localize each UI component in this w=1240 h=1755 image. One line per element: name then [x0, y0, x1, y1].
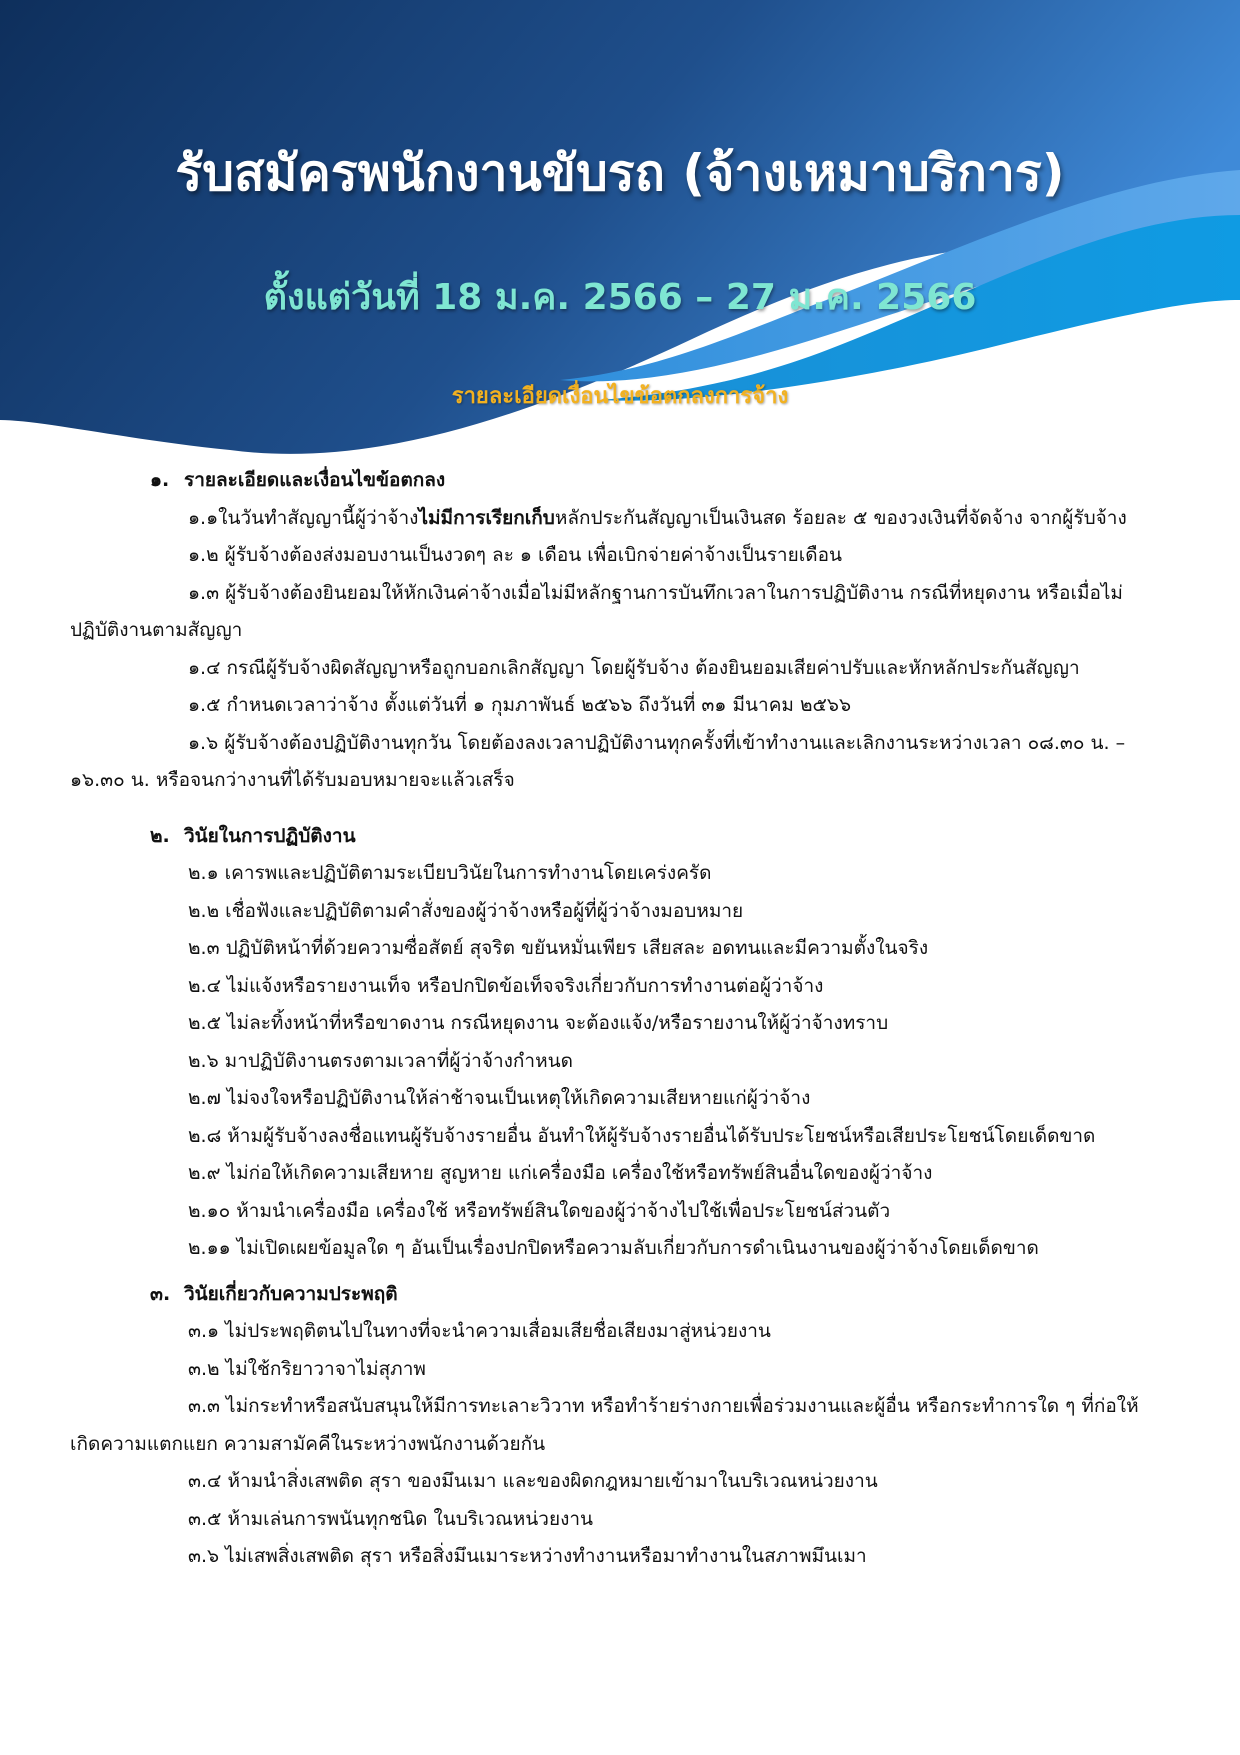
date-range: ตั้งแต่วันที่ 18 ม.ค. 2566 – 27 ม.ค. 2566 — [263, 277, 977, 318]
list-item: ๑.๔ กรณีผู้รับจ้างผิดสัญญาหรือถูกบอกเลิกสัญญา โดยผู้รับจ้าง ต้องยินยอมเสียค่าปรับและหักหลักประกันสัญญา — [188, 656, 1080, 679]
section-title: วินัยเกี่ยวกับความประพฤติ — [184, 1282, 398, 1305]
list-item — [70, 500, 1162, 538]
section-heading — [70, 818, 1162, 856]
section-heading — [70, 1276, 1162, 1314]
list-item: ๒.๓ ปฏิบัติหน้าที่ด้วยความซื่อสัตย์ สุจริต ขยันหมั่นเพียร เสียสละ อดทนและมีความตั้งในจริง — [188, 937, 929, 959]
list-item: ๒.๖ มาปฏิบัติงานตรงตามเวลาที่ผู้ว่าจ้างกำหนด — [188, 1049, 573, 1072]
item-emphasis: ไม่มีการเรียกเก็บ — [418, 506, 555, 529]
list-item: ๑.๖ ผู้รับจ้างต้องปฏิบัติงานทุกวัน โดยต้องลงเวลาปฏิบัติงานทุกครั้งที่เข้าทำงานและเลิกงานระหว่างเวลา ๐๘.๓๐ น. – ๑๖.๓๐ น. หรือจนกว่างานที่ได้รับมอบหมายจะแล้วเสร็จ — [70, 731, 1126, 791]
list-item: ๓.๔ ห้ามนำสิ่งเสพติด สุรา ของมึนเมา และของผิดกฎหมายเข้ามาในบริเวณหน่วยงาน — [188, 1470, 878, 1492]
list-item: ๑.๒ ผู้รับจ้างต้องส่งมอบงานเป็นงวดๆ ละ ๑ เดือน เพื่อเบิกจ่ายค่าจ้างเป็นรายเดือน — [188, 544, 842, 566]
section-title: รายละเอียดและเงื่อนไขข้อตกลง — [184, 469, 446, 491]
section-number: ๒. — [150, 824, 170, 847]
list-item: ๒.๑ เคารพและปฏิบัติตามระเบียบวินัยในการทำงานโดยเคร่งครัด — [188, 862, 712, 884]
section-number: ๓. — [150, 1282, 171, 1305]
list-item: ๒.๕ ไม่ละทิ้งหน้าที่หรือขาดงาน กรณีหยุดงาน จะต้องแจ้ง/หรือรายงานให้ผู้ว่าจ้างทราบ — [188, 1012, 889, 1034]
list-item: ๒.๘ ห้ามผู้รับจ้างลงชื่อแทนผู้รับจ้างรายอื่น อันทำให้ผู้รับจ้างรายอื่นได้รับประโยชน์หรือเสียประโยชน์โดยเด็ดขาด — [188, 1124, 1096, 1147]
list-item: ๒.๗ ไม่จงใจหรือปฏิบัติงานให้ล่าช้าจนเป็นเหตุให้เกิดความเสียหายแก่ผู้ว่าจ้าง — [188, 1087, 811, 1109]
list-item: ๓.๕ ห้ามเล่นการพนันทุกชนิด ในบริเวณหน่วยงาน — [188, 1507, 594, 1530]
list-item: ๓.๑ ไม่ประพฤติตนไปในทางที่จะนำความเสื่อมเสียชื่อเสียงมาสู่หน่วยงาน — [188, 1320, 771, 1342]
list-item: ๓.๓ ไม่กระทำหรือสนับสนุนให้มีการทะเลาะวิวาท หรือทำร้ายร่างกายเพื่อร่วมงานและผู้อื่น หรือกระทำการใด ๆ ที่ก่อให้เกิดความแตกแยก ความสามัคคีในระหว่างพนักงานด้วยกัน — [70, 1395, 1139, 1455]
section-title: วินัยในการปฏิบัติงาน — [184, 824, 356, 847]
section-number: ๑. — [150, 469, 170, 491]
list-item: ๒.๑๑ ไม่เปิดเผยข้อมูลใด ๆ อันเป็นเรื่องปกปิดหรือความลับเกี่ยวกับการดำเนินงานของผู้ว่าจ้างโดยเด็ดขาด — [188, 1237, 1039, 1259]
document-body — [70, 462, 1162, 1576]
list-item: ๒.๔ ไม่แจ้งหรือรายงานเท็จ หรือปกปิดข้อเท็จจริงเกี่ยวกับการทำงานต่อผู้ว่าจ้าง — [188, 974, 824, 997]
list-item: ๒.๒ เชื่อฟังและปฏิบัติตามคำสั่งของผู้ว่าจ้างหรือผู้ที่ผู้ว่าจ้างมอบหมาย — [188, 899, 744, 922]
list-item: ๓.๒ ไม่ใช้กริยาวาจาไม่สุภาพ — [188, 1357, 426, 1380]
item-text: หลักประกันสัญญาเป็นเงินสด ร้อยละ ๕ ของวงเงินที่จัดจ้าง จากผู้รับจ้าง — [554, 506, 1127, 529]
subheading: รายละเอียดเงื่อนไขข้อตกลงการจ้าง — [451, 384, 789, 409]
list-item: ๑.๓ ผู้รับจ้างต้องยินยอมให้หักเงินค่าจ้างเมื่อไม่มีหลักฐานการบันทึกเวลาในการปฏิบัติงาน กรณีที่หยุดงาน หรือเมื่อไม่ปฏิบัติงานตามสัญญา — [70, 581, 1123, 641]
list-item: ๒.๑๐ ห้ามนำเครื่องมือ เครื่องใช้ หรือทรัพย์สินใดของผู้ว่าจ้างไปใช้เพื่อประโยชน์ส่วนตัว — [188, 1199, 891, 1222]
list-item: ๒.๙ ไม่ก่อให้เกิดความเสียหาย สูญหาย แก่เครื่องมือ เครื่องใช้หรือทรัพย์สินอื่นใดของผู้ว่าจ้าง — [188, 1162, 933, 1184]
section-heading — [70, 462, 1162, 500]
list-item: ๓.๖ ไม่เสพสิ่งเสพติด สุรา หรือสิ่งมึนเมาระหว่างทำงานหรือมาทำงานในสภาพมึนเมา — [188, 1545, 867, 1567]
page-title: รับสมัครพนักงานขับรถ (จ้างเหมาบริการ) — [175, 144, 1065, 202]
list-item: ๑.๕ กำหนดเวลาว่าจ้าง ตั้งแต่วันที่ ๑ กุมภาพันธ์ ๒๕๖๖ ถึงวันที่ ๓๑ มีนาคม ๒๕๖๖ — [188, 694, 852, 716]
item-text: ๑.๑ในวันทำสัญญานี้ผู้ว่าจ้าง — [188, 506, 419, 529]
